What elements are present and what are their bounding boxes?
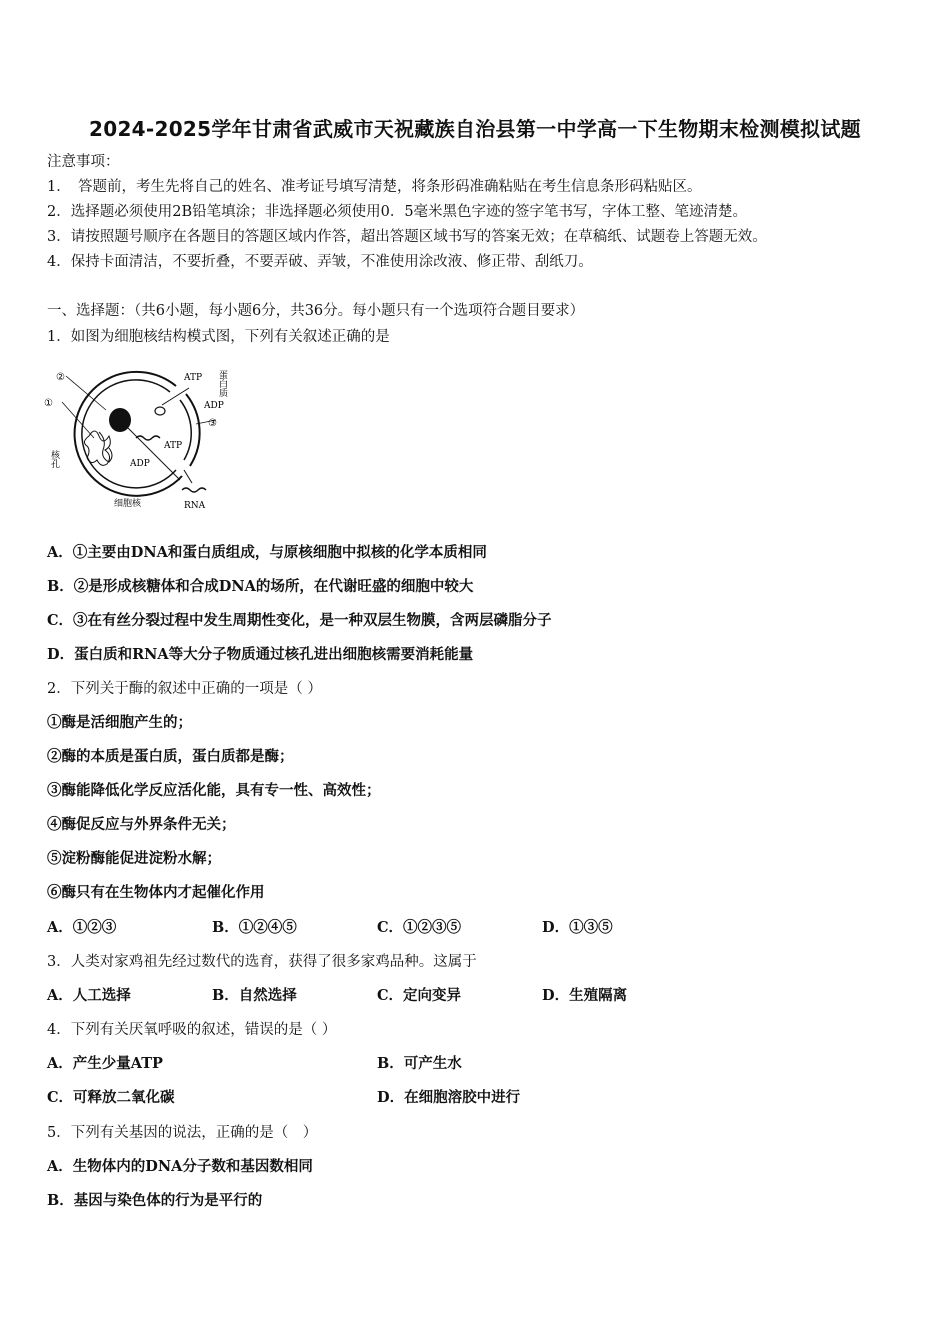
q2-statement: ①酶是活细胞产生的； (47, 714, 192, 731)
figure-atp-top: ATP (184, 373, 203, 383)
nucleus-diagram (44, 358, 234, 516)
question-4-stem: 4．下列有关厌氧呼吸的叙述，错误的是（ ） (47, 1022, 337, 1038)
section-heading: 一、选择题：（共6小题，每小题6分，共36分。每小题只有一个选项符合题目要求） (47, 303, 585, 319)
figure-protein: 蛋白质 (217, 370, 227, 397)
notice-item: 2．选择题必须使用2B铅笔填涂；非选择题必须使用0．5毫米黑色字迹的签字笔书写，字体工整、笔迹清楚。 (47, 204, 748, 220)
question-1-stem: 1．如图为细胞核结构模式图，下列有关叙述正确的是 (47, 329, 390, 345)
notice-item: 3．请按照题号顺序在各题目的答题区域内作答，超出答题区域书写的答案无效；在草稿纸、试题卷上答题无效。 (47, 229, 767, 245)
notice-heading: 注意事项： (47, 154, 120, 170)
q2-option-b: B．①②④⑤ (212, 919, 297, 936)
q3-option-b: B．自然选择 (212, 987, 297, 1004)
q2-option-a: A．①②③ (47, 919, 117, 936)
q2-statement: ⑥酶只有在生物体内才起催化作用 (47, 884, 265, 901)
q5-option-a: A．生物体内的DNA分子数和基因数相同 (47, 1158, 313, 1175)
q1-option-a: A．①主要由DNA和蛋白质组成，与原核细胞中拟核的化学本质相同 (47, 544, 487, 561)
question-3-stem: 3．人类对家鸡祖先经过数代的选育，获得了很多家鸡品种。这属于 (47, 954, 477, 970)
figure-adp-top: ADP (204, 401, 224, 411)
q1-option-b: B．②是形成核糖体和合成DNA的场所，在代谢旺盛的细胞中较大 (47, 578, 474, 595)
q2-option-c: C．①②③⑤ (377, 919, 462, 936)
q5-option-b: B．基因与染色体的行为是平行的 (47, 1192, 263, 1209)
q3-option-d: D．生殖隔离 (542, 987, 628, 1004)
q3-option-a: A．人工选择 (47, 987, 131, 1004)
figure-nucleus: 细胞核 (114, 499, 142, 509)
q2-option-d: D．①③⑤ (542, 919, 613, 936)
q2-statement: ③酶能降低化学反应活化能，具有专一性、高效性； (47, 782, 381, 799)
figure-atp-mid: ATP (164, 441, 183, 451)
q2-statement: ②酶的本质是蛋白质，蛋白质都是酶； (47, 748, 294, 765)
notice-item: 1． 答题前，考生先将自己的姓名、准考证号填写清楚，将条形码准确粘贴在考生信息条形码粘贴区。 (47, 179, 702, 195)
notice-item: 4．保持卡面清洁，不要折叠，不要弄破、弄皱，不准使用涂改液、修正带、刮纸刀。 (47, 254, 593, 270)
question-2-stem: 2．下列关于酶的叙述中正确的一项是（ ） (47, 681, 322, 697)
q4-option-d: D．在细胞溶胶中进行 (377, 1089, 521, 1106)
q2-statement: ⑤淀粉酶能促进淀粉水解； (47, 850, 221, 867)
figure-rna: RNA (184, 501, 206, 511)
figure-label-2: ② (56, 372, 65, 383)
q3-option-c: C．定向变异 (377, 987, 462, 1004)
figure-adp-mid: ADP (130, 459, 150, 469)
question-5-stem: 5．下列有关基因的说法，正确的是（ ） (47, 1125, 318, 1141)
q4-option-a: A．产生少量ATP (47, 1055, 163, 1072)
q1-option-c: C．③在有丝分裂过程中发生周期性变化，是一种双层生物膜，含两层磷脂分子 (47, 612, 552, 629)
q2-statement: ④酶促反应与外界条件无关； (47, 816, 236, 833)
figure-label-1: ① (44, 398, 53, 409)
q4-option-c: C．可释放二氧化碳 (47, 1089, 175, 1106)
q1-option-d: D．蛋白质和RNA等大分子物质通过核孔进出细胞核需要消耗能量 (47, 646, 474, 663)
q4-option-b: B．可产生水 (377, 1055, 462, 1072)
figure-label-3: ③ (208, 418, 217, 429)
figure-pore: 核孔 (49, 450, 59, 468)
page-title: 2024-2025学年甘肃省武威市天祝藏族自治县第一中学高一下生物期末检测模拟试题 (89, 117, 861, 141)
